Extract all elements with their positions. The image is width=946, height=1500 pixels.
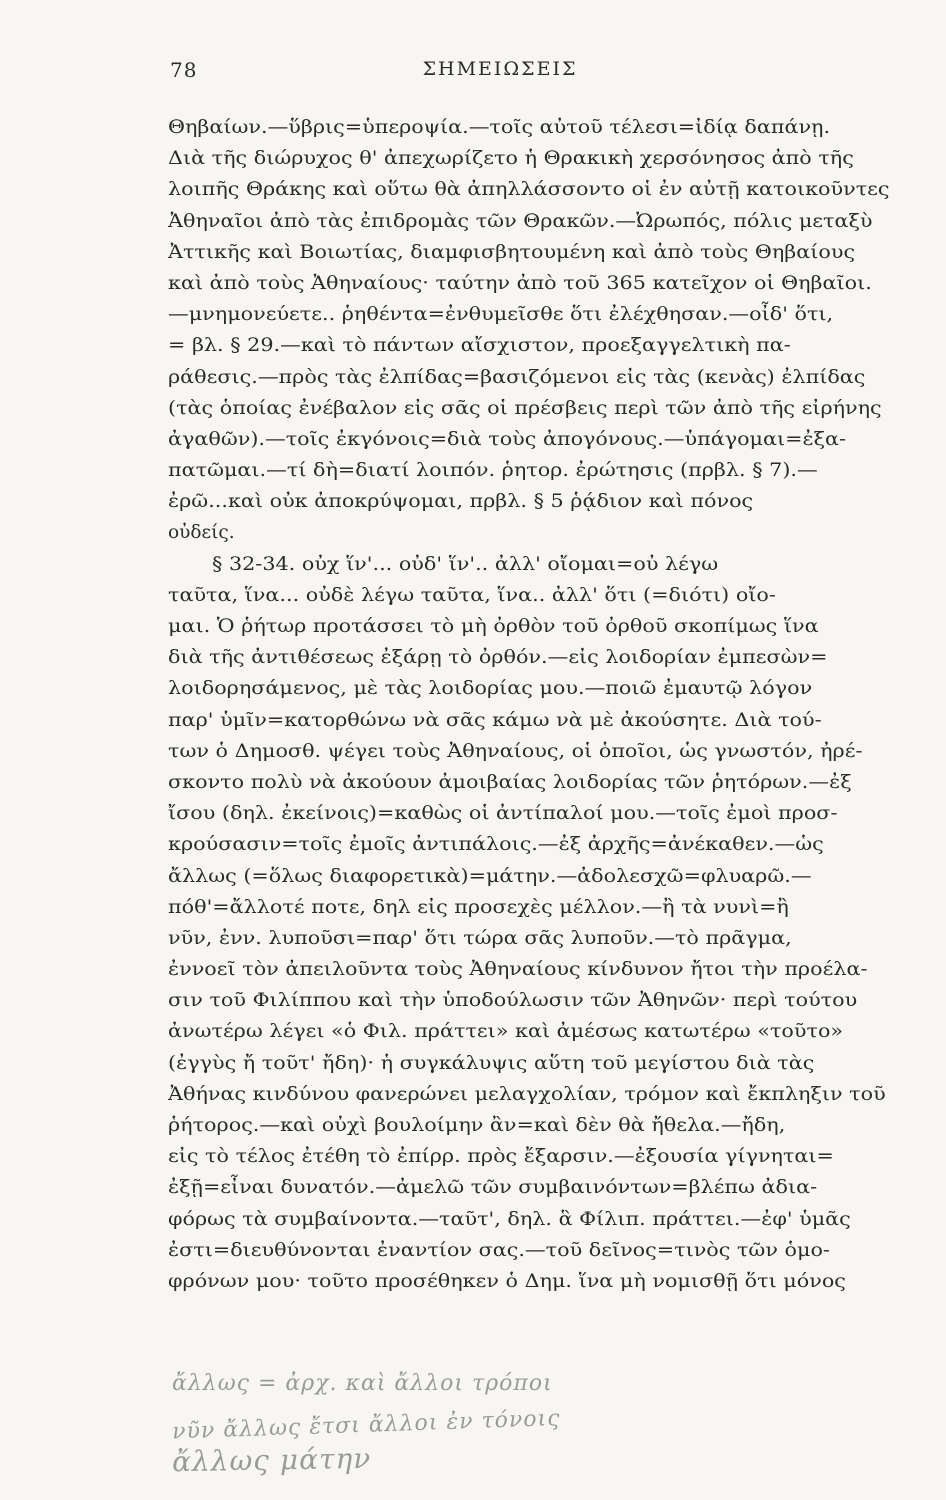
page-header: [170, 58, 890, 88]
text-line-content: εἰς τὸ τέλος ἐτέθη τὸ ἐπίρρ. πρὸς ἔξαρσιν.—ἐξουσία γίγνηται=: [168, 1146, 834, 1168]
text-line-content: λοιπῆς Θράκης καὶ οὕτω θὰ ἀπηλλάσσοντο οἱ ἐν αὐτῇ κατοικοῦντες: [168, 179, 890, 201]
text-line: [168, 767, 896, 798]
page-number: 78: [170, 58, 198, 82]
text-line-content: σκοντο πολὺ νὰ ἀκούουν ἀμοιβαίας λοιδορίας τῶν ῥητόρων.—ἐξ: [168, 771, 852, 793]
text-line: [168, 486, 896, 517]
text-line: [168, 985, 896, 1016]
text-line-content: ἐξῇ=εἶναι δυνατόν.—ἀμελῶ τῶν συμβαινόντων=βλέπω ἀδια-: [168, 1177, 818, 1199]
text-line-content: ἀγαθῶν).—τοῖς ἐκγόνοις=διὰ τοὺς ἀπογόνους.—ὑπάγομαι=ἐξα-: [168, 428, 847, 450]
text-line-content: ἐρῶ...καὶ οὐκ ἀποκρύψομαι, πρβλ. § 5 ῥᾴδιον καὶ πόνος: [168, 491, 754, 513]
text-line: [168, 268, 896, 299]
text-line: [168, 798, 896, 829]
text-line: [168, 330, 896, 361]
text-line: [168, 143, 896, 174]
text-line: [168, 112, 896, 143]
text-line-content: ταῦτα, ἵνα... οὐδὲ λέγω ταῦτα, ἵνα.. ἀλλ' ὅτι (=διότι) οἴο-: [168, 584, 776, 606]
text-line-content: ἐστι=διευθύνονται ἐναντίον σας.—τοῦ δεῖνος=τινὸς τῶν ὁμο-: [168, 1239, 830, 1261]
text-line: [168, 1079, 896, 1110]
text-line-content: πόθ'=ἄλλοτέ ποτε, δηλ εἰς προσεχὲς μέλλον.—ἢ τὰ νυνὶ=ἢ: [168, 896, 789, 918]
text-line: [168, 736, 896, 767]
text-line-content: (ἐγγὺς ἤ τοῦτ' ἤδη)· ἡ συγκάλυψις αὕτη τοῦ μεγίστου διὰ τὰς: [168, 1052, 815, 1074]
text-line-content: μαι. Ὁ ῥήτωρ προτάσσει τὸ μὴ ὀρθὸν τοῦ ὀρθοῦ σκοπίμως ἵνα: [168, 616, 819, 637]
text-line-content: νῦν, ἐνν. λυποῦσι=παρ' ὅτι τώρα σᾶς λυποῦν.—τὸ πρᾶγμα,: [168, 927, 792, 949]
text-line-content: Ἀθηναῖοι ἀπὸ τὰς ἐπιδρομὰς τῶν Θρακῶν.—Ὠρωπός, πόλις μεταξὺ: [168, 210, 873, 232]
text-line: [168, 954, 896, 985]
text-line: [168, 174, 896, 205]
text-line-content: των ὁ Δημοσθ. ψέγει τοὺς Ἀθηναίους, οἱ ὁποῖοι, ὡς γνωστόν, ἠρέ-: [168, 740, 863, 762]
text-line-content: φρόνων μου· τοῦτο προσέθηκεν ὁ Δημ. ἵνα μὴ νομισθῇ ὅτι μόνος: [168, 1270, 846, 1292]
text-line-content: Ἀττικῆς καὶ Βοιωτίας, διαμφισβητουμένη καὶ ἀπὸ τοὺς Θηβαίους: [168, 241, 856, 263]
handwritten-line: ἄλλως μάτην: [171, 1441, 372, 1479]
text-line-content: ἀνωτέρω λέγει «ὁ Φιλ. πράττει» καὶ ἀμέσως κατωτέρω «τοῦτο»: [168, 1021, 844, 1043]
text-line: [168, 299, 896, 330]
text-line-content: διὰ τῆς ἀντιθέσεως ἐξάρῃ τὸ ὀρθόν.—εἰς λοιδορίαν ἐμπεσὼν=: [168, 647, 828, 669]
handwritten-line: νῦν ἄλλως ἔτσι ἄλλοι ἐν τόνοις: [171, 1406, 561, 1445]
text-line-content: (τὰς ὁποίας ἐνέβαλον εἰς σᾶς οἱ πρέσβεις περὶ τῶν ἀπὸ τῆς εἰρήνης: [168, 397, 882, 419]
text-line: [168, 1141, 896, 1172]
text-line: [168, 1235, 896, 1266]
text-line-content: καὶ ἀπὸ τοὺς Ἀθηναίους· ταύτην ἀπὸ τοῦ 365 κατεῖχον οἱ Θηβαῖοι.: [168, 272, 872, 294]
text-line-content: ἐννοεῖ τὸν ἀπειλοῦντα τοὺς Ἀθηναίους κίνδυνον ἤτοι τὴν προέλα-: [168, 959, 868, 981]
text-line: [168, 673, 896, 704]
handwritten-note: [172, 1366, 892, 1496]
text-line-content: λοιδορησάμενος, μὲ τὰς λοιδορίας μου.—ποιῶ ἐμαυτῷ λόγον: [168, 678, 813, 700]
text-line: [168, 549, 896, 580]
text-line-content: πατῶμαι.—τί δὴ=διατί λοιπόν. ῥητορ. ἐρώτησις (πρβλ. § 7).—: [168, 460, 818, 482]
text-line: [168, 1266, 896, 1297]
text-line: [168, 1048, 896, 1079]
text-line: [168, 517, 896, 548]
text-line: [168, 362, 896, 393]
text-line: [168, 1016, 896, 1047]
text-line-content: παρ' ὑμῖν=κατορθώνω νὰ σᾶς κάμω νὰ μὲ ἀκούσητε. Διὰ τού-: [168, 709, 822, 731]
text-line: [168, 861, 896, 892]
text-line-content: ἄλλως (=ὅλως διαφορετικὰ)=μάτην.—ἀδολεσχῶ=φλυαρῶ.—: [168, 865, 812, 887]
text-line: [168, 892, 896, 923]
text-line: [168, 455, 896, 486]
text-line: [168, 642, 896, 673]
text-line: [168, 237, 896, 268]
text-line-content: οὐδείς.: [168, 522, 235, 544]
text-line-content: —μνημονεύετε.. ῥηθέντα=ἐνθυμεῖσθε ὅτι ἐλέχθησαν.—οἶδ' ὅτι,: [168, 304, 834, 326]
text-line-content: ῥήτορος.—καὶ οὐχὶ βουλοίμην ἂν=καὶ δὲν θὰ ἤθελα.—ἤδη,: [168, 1115, 786, 1136]
text-line-content: Ἀθήνας κινδύνου φανερώνει μελαγχολίαν, τρόμον καὶ ἔκπληξιν τοῦ: [168, 1083, 886, 1105]
text-line: [168, 580, 896, 611]
text-line: [168, 1110, 896, 1141]
text-line: [168, 829, 896, 860]
text-line-content: σιν τοῦ Φιλίππου καὶ τὴν ὑποδούλωσιν τῶν Ἀθηνῶν· περὶ τούτου: [168, 990, 858, 1012]
text-line-content: ἴσου (δηλ. ἐκείνοις)=καθὼς οἱ ἀντίπαλοί μου.—τοῖς ἐμοὶ προσ-: [168, 803, 838, 825]
text-line-content: κρούσασιν=τοῖς ἐμοῖς ἀντιπάλοις.—ἐξ ἀρχῆς=ἀνέκαθεν.—ὡς: [168, 834, 824, 856]
text-line: [168, 705, 896, 736]
commentary-text: [168, 112, 896, 1297]
text-line: [168, 611, 896, 642]
handwritten-line: ἄλλως = ἀρχ. καὶ ἄλλοι τρόποι: [172, 1371, 553, 1396]
text-line-content: § 32-34. οὐχ ἵν'... οὐδ' ἵν'.. ἀλλ' οἴομαι=οὐ λέγω: [212, 553, 719, 575]
text-line: [168, 1172, 896, 1203]
text-line-content: φόρως τὰ συμβαίνοντα.—ταῦτ', δηλ. ἃ Φίλιπ. πράττει.—ἐφ' ὑμᾶς: [168, 1208, 851, 1230]
text-line: [168, 1204, 896, 1235]
text-line: [168, 424, 896, 455]
text-line-content: Θηβαίων.—ὕβρις=ὑπεροψία.—τοῖς αὐτοῦ τέλεσι=ἰδίᾳ δαπάνῃ.: [168, 117, 831, 138]
running-title: ΣΗΜΕΙΩΣΕΙΣ: [422, 58, 578, 80]
text-line: [168, 393, 896, 424]
text-line-content: = βλ. § 29.—καὶ τὸ πάντων αἴσχιστον, προεξαγγελτικὴ πα-: [168, 335, 791, 357]
text-line: [168, 206, 896, 237]
text-line-content: Διὰ τῆς διώρυχος θ' ἀπεχωρίζετο ἡ Θρακικὴ χερσόνησος ἀπὸ τῆς: [168, 148, 854, 170]
text-line: [168, 923, 896, 954]
text-line-content: ράθεσις.—πρὸς τὰς ἐλπίδας=βασιζόμενοι εἰς τὰς (κενὰς) ἐλπίδας: [168, 366, 866, 388]
